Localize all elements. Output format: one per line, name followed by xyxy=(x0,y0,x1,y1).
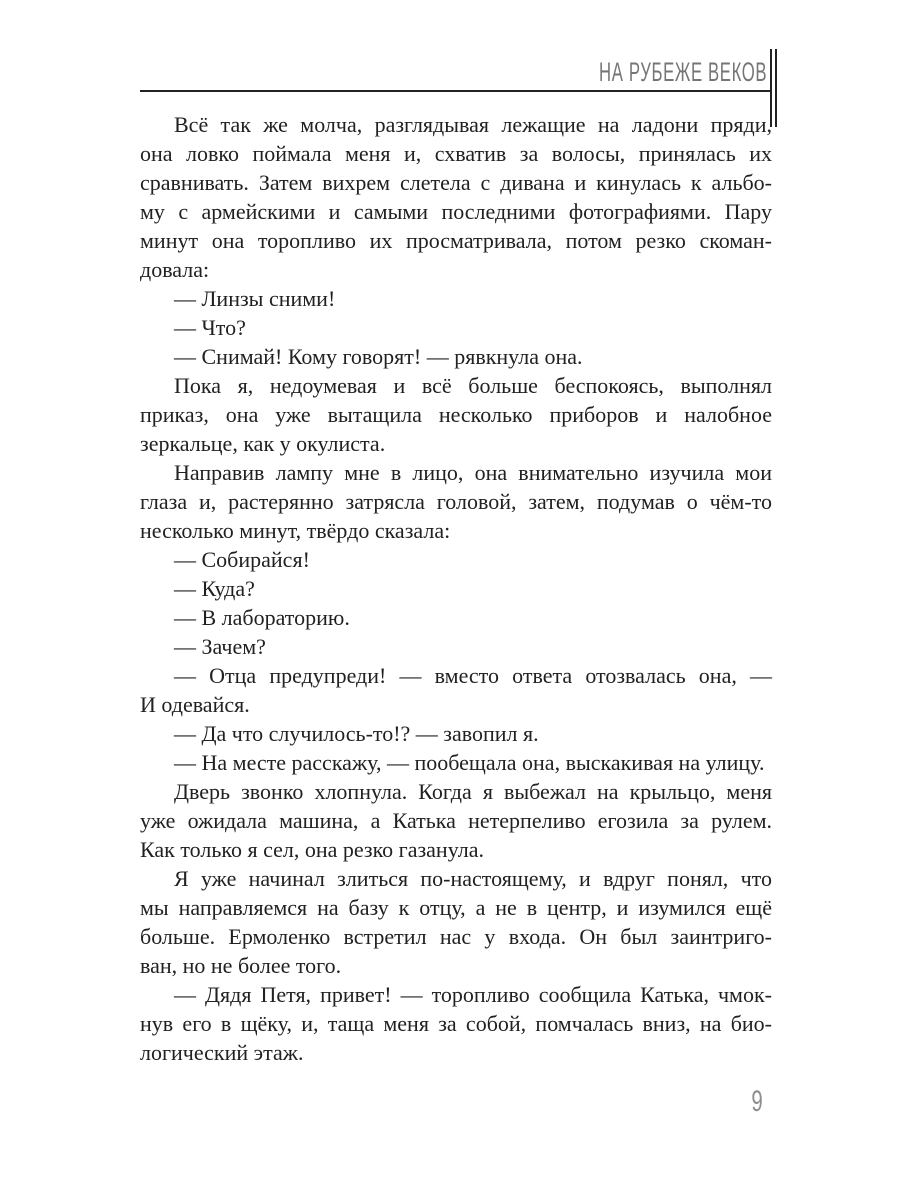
text-line: — Что? xyxy=(174,315,246,340)
paragraph xyxy=(140,719,772,748)
text-block xyxy=(140,110,772,1067)
text-line: — Дядя Петя, привет! — торопливо сообщила Катька, чмок- xyxy=(174,982,772,1007)
text-line: — Зачем? xyxy=(174,634,266,659)
text-line: несколько минут, твёрдо сказала: xyxy=(140,518,451,543)
text-line: Как только я сел, она резко газанула. xyxy=(140,837,484,862)
text-line: приказ, она уже вытащила несколько приборов и налобное xyxy=(140,402,772,427)
text-line: уже ожидала машина, а Катька нетерпеливо егозила за рулем. xyxy=(140,808,772,833)
text-line: зеркальце, как у окулиста. xyxy=(140,431,386,456)
text-line: нув его в щёку, и, таща меня за собой, помчалась вниз, на био- xyxy=(140,1011,772,1036)
text-line: Всё так же молча, разглядывая лежащие на ладони пряди, xyxy=(174,112,772,137)
paragraph xyxy=(140,661,772,719)
text-line: — На месте расскажу, — пообещала она, выскакивая на улицу. xyxy=(174,750,765,775)
paragraph xyxy=(140,313,772,342)
text-line: довала: xyxy=(140,257,210,282)
text-line: — Куда? xyxy=(174,576,255,601)
paragraph xyxy=(140,110,772,284)
paragraph xyxy=(140,632,772,661)
text-line: — Отца предупреди! — вместо ответа отозвалась она, — xyxy=(174,663,772,688)
text-line: мы направляемся на базу к отцу, а не в центр, и изумился ещё xyxy=(140,895,772,920)
text-line: Направив лампу мне в лицо, она внимательно изучила мои xyxy=(174,460,772,485)
paragraph xyxy=(140,371,772,458)
text-line: — Да что случилось-то!? — завопил я. xyxy=(174,721,539,746)
text-line: — В лабораторию. xyxy=(174,605,350,630)
text-line: — Линзы сними! xyxy=(174,286,336,311)
paragraph xyxy=(140,574,772,603)
running-header-title: НА РУБЕЖЕ ВЕКОВ xyxy=(598,57,767,87)
text-line: Я уже начинал злиться по-настоящему, и вдруг понял, что xyxy=(174,866,772,891)
text-line: — Снимай! Кому говорят! — рявкнула она. xyxy=(174,344,583,369)
paragraph xyxy=(140,980,772,1067)
text-line: больше. Ермоленко встретил нас у входа. Он был заинтриго- xyxy=(140,924,772,949)
text-line: логический этаж. xyxy=(140,1040,304,1065)
text-line: — Собирайся! xyxy=(174,547,310,572)
text-line: ван, но не более того. xyxy=(140,953,342,978)
paragraph xyxy=(140,545,772,574)
text-line: глаза и, растерянно затрясла головой, затем, подумав о чём-то xyxy=(140,489,772,514)
header-divider-line xyxy=(140,90,771,92)
paragraph xyxy=(140,284,772,313)
paragraph xyxy=(140,777,772,864)
text-line: она ловко поймала меня и, схватив за волосы, принялась их xyxy=(140,141,772,166)
paragraph xyxy=(140,342,772,371)
paragraph xyxy=(140,603,772,632)
text-line: Дверь звонко хлопнула. Когда я выбежал на крыльцо, меня xyxy=(174,779,772,804)
text-line: И одевайся. xyxy=(140,692,250,717)
text-line: минут она торопливо их просматривала, потом резко скоман- xyxy=(140,228,772,253)
text-line: му с армейскими и самыми последними фотографиями. Пару xyxy=(140,199,772,224)
paragraph xyxy=(140,864,772,980)
paragraph xyxy=(140,458,772,545)
text-line: сравнивать. Затем вихрем слетела с дивана и кинулась к альбо- xyxy=(140,170,772,195)
text-line: Пока я, недоумевая и всё больше беспокоясь, выполнял xyxy=(174,373,772,398)
page-number: 9 xyxy=(751,1085,763,1118)
paragraph xyxy=(140,748,772,777)
